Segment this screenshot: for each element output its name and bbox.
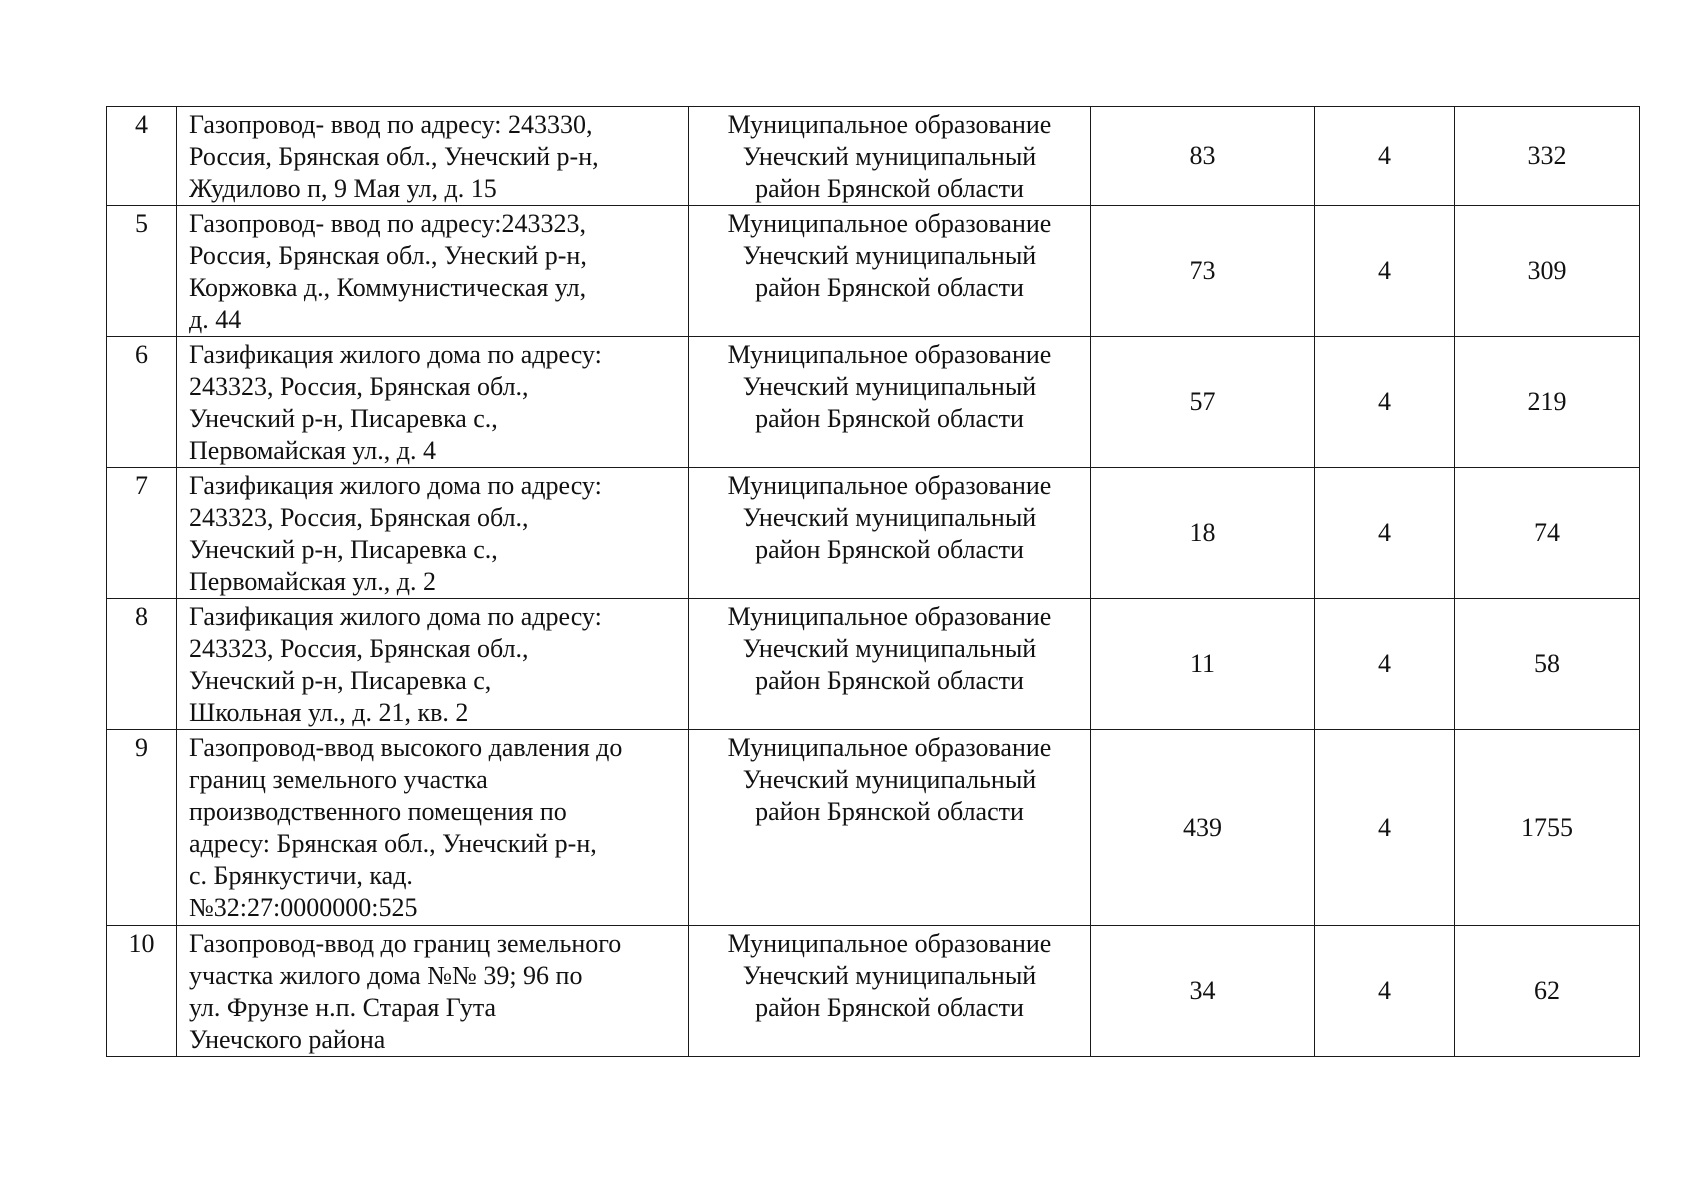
value-column-3: 219	[1455, 337, 1640, 468]
value-column-1: 57	[1091, 337, 1315, 468]
owner-name: Муниципальное образование Унечский муниципальный район Брянской области	[689, 599, 1091, 730]
value-column-1: 18	[1091, 468, 1315, 599]
table-row	[107, 926, 1640, 1057]
row-number: 9	[107, 730, 177, 926]
object-description: Газопровод- ввод по адресу: 243330, Россия, Брянская обл., Унечский р-н, Жудилово п, 9 Мая ул, д. 15	[177, 107, 689, 206]
owner-name: Муниципальное образование Унечский муниципальный район Брянской области	[689, 337, 1091, 468]
object-description: Газификация жилого дома по адресу: 243323, Россия, Брянская обл., Унечский р-н, Писаревка с., Первомайская ул., д. 2	[177, 468, 689, 599]
owner-name: Муниципальное образование Унечский муниципальный район Брянской области	[689, 468, 1091, 599]
table-row	[107, 337, 1640, 468]
table-row	[107, 730, 1640, 926]
data-table	[106, 106, 1640, 1057]
owner-name: Муниципальное образование Унечский муниципальный район Брянской области	[689, 206, 1091, 337]
object-description: Газификация жилого дома по адресу: 243323, Россия, Брянская обл., Унечский р-н, Писаревка с., Первомайская ул., д. 4	[177, 337, 689, 468]
table-row	[107, 107, 1640, 206]
object-description: Газификация жилого дома по адресу: 243323, Россия, Брянская обл., Унечский р-н, Писаревка с, Школьная ул., д. 21, кв. 2	[177, 599, 689, 730]
value-column-3: 309	[1455, 206, 1640, 337]
value-column-2: 4	[1315, 337, 1455, 468]
row-number: 8	[107, 599, 177, 730]
object-description: Газопровод-ввод до границ земельного участка жилого дома №№ 39; 96 по ул. Фрунзе н.п. Старая Гута Унечского района	[177, 926, 689, 1057]
object-description: Газопровод- ввод по адресу:243323, Россия, Брянская обл., Унеский р-н, Коржовка д., Коммунистическая ул, д. 44	[177, 206, 689, 337]
value-column-3: 58	[1455, 599, 1640, 730]
table-row	[107, 468, 1640, 599]
value-column-2: 4	[1315, 107, 1455, 206]
value-column-3: 74	[1455, 468, 1640, 599]
value-column-3: 1755	[1455, 730, 1640, 926]
value-column-3: 62	[1455, 926, 1640, 1057]
owner-name: Муниципальное образование Унечский муниципальный район Брянской области	[689, 730, 1091, 926]
value-column-2: 4	[1315, 926, 1455, 1057]
owner-name: Муниципальное образование Унечский муниципальный район Брянской области	[689, 107, 1091, 206]
row-number: 7	[107, 468, 177, 599]
value-column-1: 11	[1091, 599, 1315, 730]
table-row	[107, 599, 1640, 730]
row-number: 10	[107, 926, 177, 1057]
object-description: Газопровод-ввод высокого давления до границ земельного участка производственного помещения по адресу: Брянская обл., Унечский р-н, с. Брянкустичи, кад. №32:27:0000000:525	[177, 730, 689, 926]
value-column-2: 4	[1315, 730, 1455, 926]
value-column-2: 4	[1315, 599, 1455, 730]
value-column-2: 4	[1315, 206, 1455, 337]
value-column-1: 439	[1091, 730, 1315, 926]
table-row	[107, 206, 1640, 337]
value-column-2: 4	[1315, 468, 1455, 599]
value-column-3: 332	[1455, 107, 1640, 206]
value-column-1: 73	[1091, 206, 1315, 337]
value-column-1: 34	[1091, 926, 1315, 1057]
row-number: 6	[107, 337, 177, 468]
owner-name: Муниципальное образование Унечский муниципальный район Брянской области	[689, 926, 1091, 1057]
value-column-1: 83	[1091, 107, 1315, 206]
row-number: 4	[107, 107, 177, 206]
row-number: 5	[107, 206, 177, 337]
